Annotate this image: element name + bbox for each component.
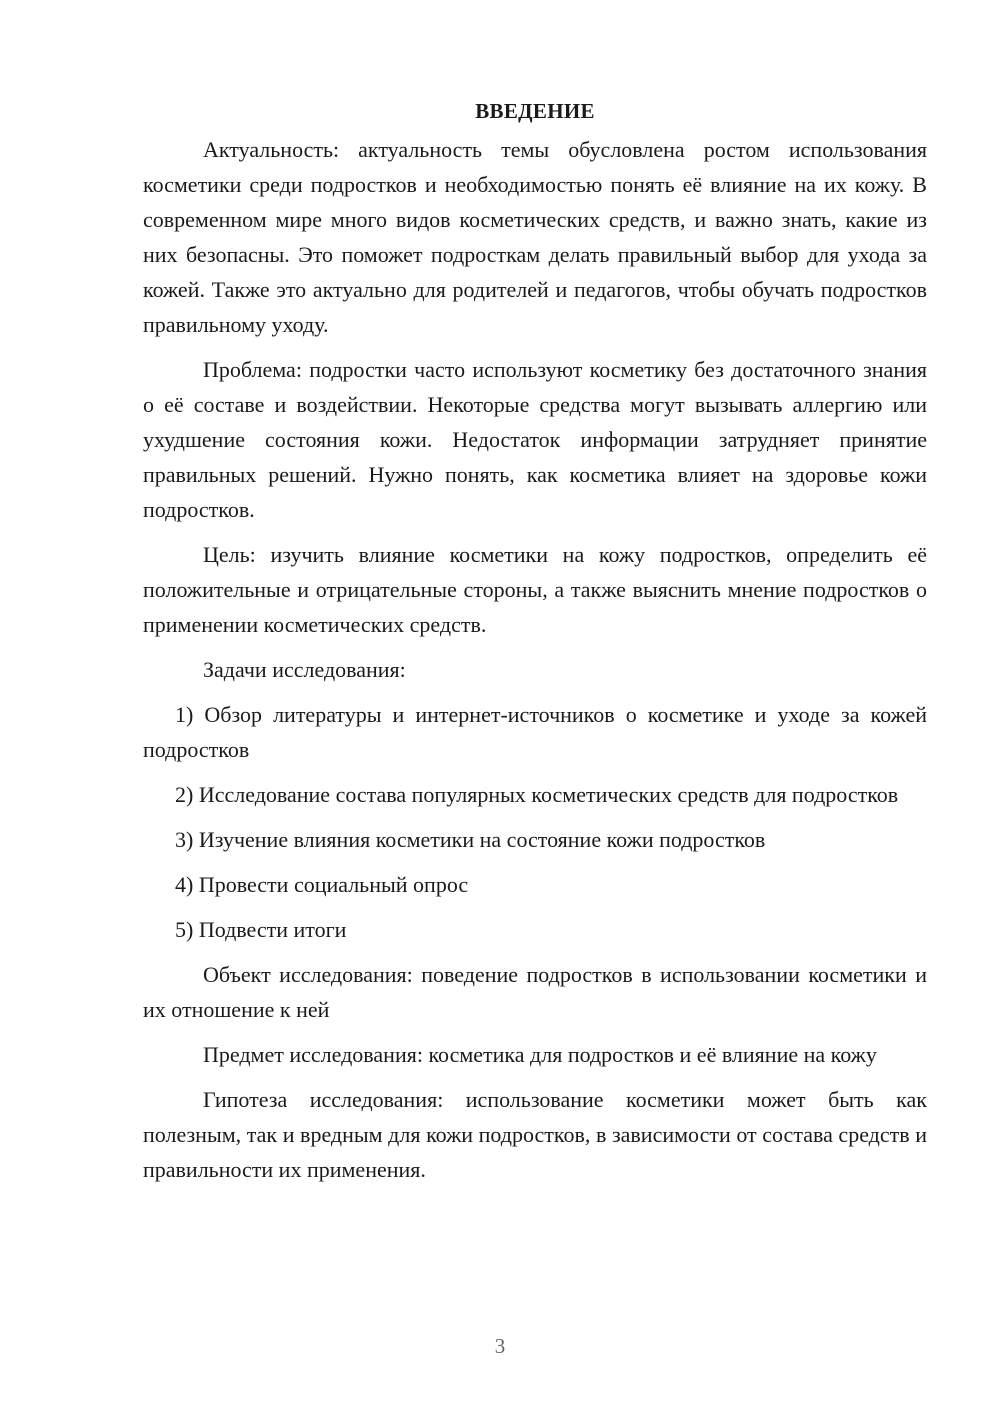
tasks-heading: Задачи исследования:: [203, 657, 406, 682]
task-item-1: 1) Обзор литературы и интернет-источников о косметике и уходе за кожей подростков: [143, 702, 927, 762]
relevance-paragraph: Актуальность: актуальность темы обусловлена ростом использования косметики среди подростков и необходимостью понять её влияние на их кожу. В современном мире много видов косметических средств, и важно знать, какие из них безопасны. Это поможет подросткам делать правильный выбор для ухода за кожей. Также это актуально для родителей и педагогов, чтобы обучать подростков правильному уходу.: [143, 137, 927, 337]
object-paragraph: Объект исследования: поведение подростков в использовании косметики и их отношение к ней: [143, 962, 927, 1022]
goal-paragraph: Цель: изучить влияние косметики на кожу подростков, определить её положительные и отрицательные стороны, а также выяснить мнение подростков о применении косметических средств.: [143, 542, 927, 637]
task-item-4: 4) Провести социальный опрос: [175, 872, 469, 897]
page-content: [143, 96, 927, 1197]
task-item-2: 2) Исследование состава популярных косметических средств для подростков: [175, 782, 899, 807]
hypothesis-paragraph: Гипотеза исследования: использование косметики может быть как полезным, так и вредным для кожи подростков, в зависимости от состава средств и правильности их применения.: [143, 1087, 927, 1182]
task-item-3: 3) Изучение влияния косметики на состояние кожи подростков: [175, 827, 766, 852]
problem-paragraph: Проблема: подростки часто используют косметику без достаточного знания о её составе и воздействии. Некоторые средства могут вызывать аллергию или ухудшение состояния кожи. Недостаток информации затрудняет принятие правильных решений. Нужно понять, как косметика влияет на здоровье кожи подростков.: [143, 357, 927, 522]
page-number: 3: [494, 1334, 506, 1358]
page-title: ВВЕДЕНИЕ: [475, 99, 595, 123]
task-item-5: 5) Подвести итоги: [175, 917, 347, 942]
subject-paragraph: Предмет исследования: косметика для подростков и её влияние на кожу: [203, 1042, 877, 1067]
